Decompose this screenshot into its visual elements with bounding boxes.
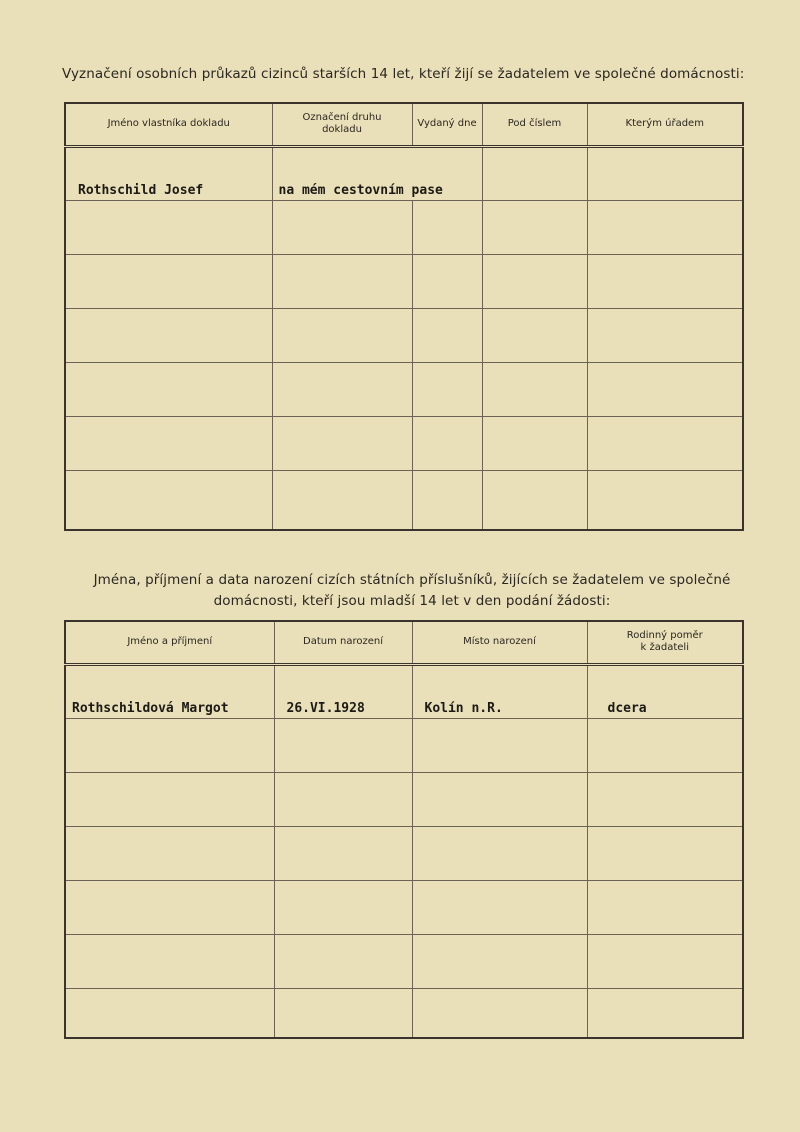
owner-name-cell: Rothschild Josef: [65, 146, 272, 200]
table-row: [65, 362, 743, 416]
table-row: [65, 988, 743, 1038]
column-header: Označení druhu dokladu: [272, 103, 412, 146]
child-name-cell: Rothschildová Margot: [65, 664, 274, 718]
table-row: [65, 772, 743, 826]
table-row: [65, 880, 743, 934]
section2-heading: Jména, příjmení a data narození cizích státních příslušníků, žijících se žadatelem ve společné domácnosti, kteří jsou mladší 14 let v den podání žádosti:: [93, 572, 731, 609]
table-header-row: [65, 103, 743, 146]
column-header: Datum narození: [274, 621, 412, 664]
section1-heading: Vyznačení osobních průkazů cizinců starších 14 let, kteří žijí se žadatelem ve společné domácnosti:: [62, 66, 745, 82]
table-row: [65, 416, 743, 470]
column-header: Vydaný dne: [412, 103, 482, 146]
column-header: Jméno a příjmení: [65, 621, 274, 664]
column-header: Pod číslem: [482, 103, 587, 146]
column-header: Místo narození: [412, 621, 587, 664]
documents-table: [64, 102, 744, 531]
column-header: Rodinný poměr k žadateli: [587, 621, 743, 664]
table-row: [65, 146, 743, 200]
document-type-cell: na mém cestovním pase: [272, 146, 482, 200]
birth-date-cell: 26.VI.1928: [274, 664, 412, 718]
relation-cell: dcera: [587, 664, 743, 718]
table-row: [65, 718, 743, 772]
column-header: Kterým úřadem: [587, 103, 743, 146]
number-cell: [482, 146, 587, 200]
table-row: [65, 826, 743, 880]
office-cell: [587, 146, 743, 200]
table-row: [65, 664, 743, 718]
table-header-row: [65, 621, 743, 664]
children-table: [64, 620, 744, 1039]
table-row: [65, 254, 743, 308]
table-row: [65, 934, 743, 988]
column-header: Jméno vlastníka dokladu: [65, 103, 272, 146]
birth-place-cell: Kolín n.R.: [412, 664, 587, 718]
table-row: [65, 200, 743, 254]
table-row: [65, 308, 743, 362]
table-row: [65, 470, 743, 530]
